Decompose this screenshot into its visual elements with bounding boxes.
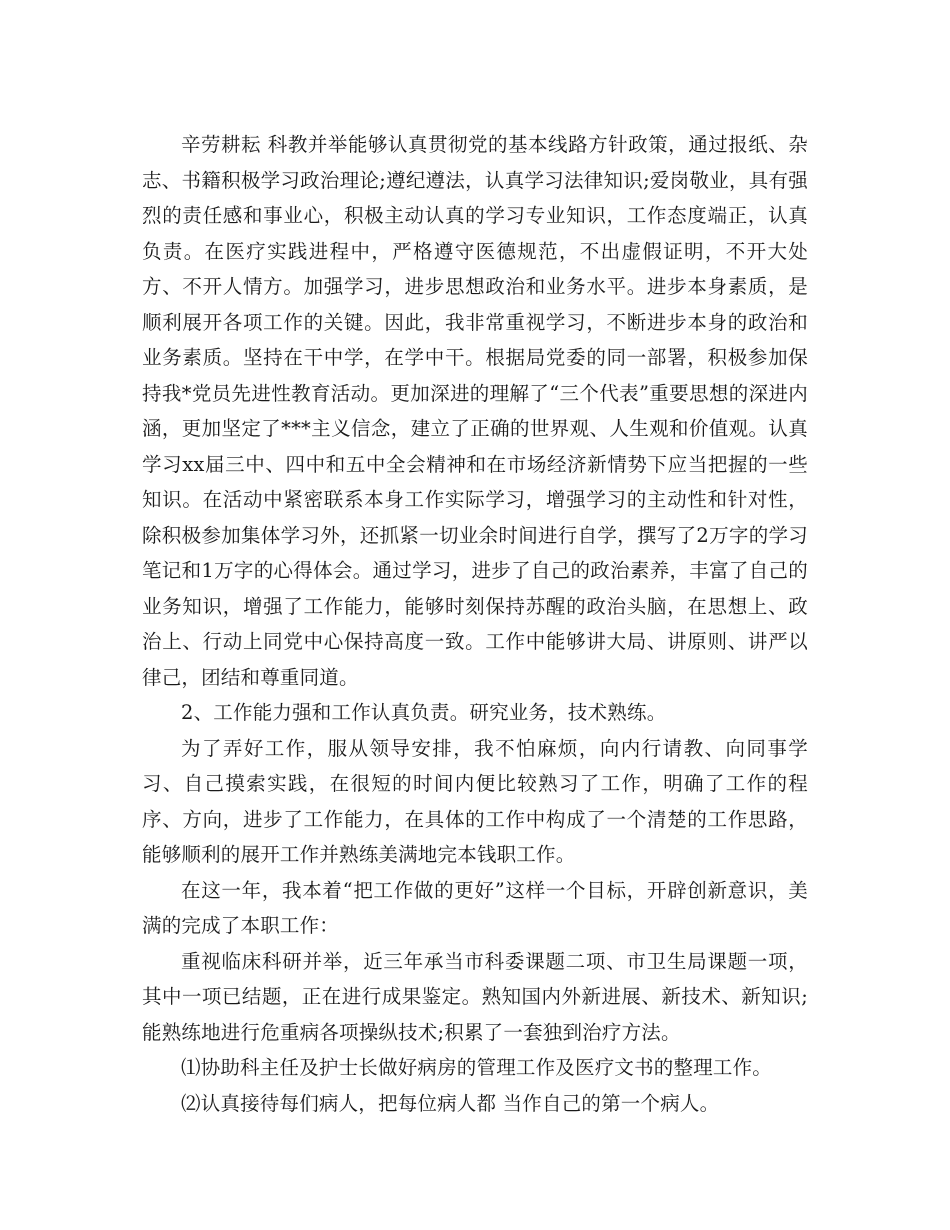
paragraph-2: 2、工作能力强和工作认真负责。研究业务，技术熟练。 bbox=[181, 701, 667, 724]
paragraph-6: ⑴协助科主任及护士长做好病房的管理工作及医疗文书的整理工作。 bbox=[181, 1056, 773, 1079]
paragraph-3: 为了弄好工作，服从领导安排，我不怕麻烦，向内行请教、向同事学习、自己摸索实践，在很短的时间内便比较熟习了工作，明确了工作的程序、方向，进步了工作能力，在具体的工作中构成了一个清楚的工作思路，能够顺利的展开工作并熟练美满地完本钱职工作。 bbox=[142, 736, 808, 866]
document-body bbox=[142, 127, 808, 1121]
paragraph-4: 在这一年，我本着“把工作做的更好”这样一个目标，开辟创新意识，美满的完成了本职工作： bbox=[142, 878, 808, 937]
paragraph-1: 辛劳耕耘 科教并举能够认真贯彻党的基本线路方针政策，通过报纸、杂志、书籍积极学习政治理论;遵纪遵法，认真学习法律知识;爱岗敬业，具有强烈的责任感和事业心，积极主动认真的学习专业知识，工作态度端正，认真负责。在医疗实践进程中，严格遵守医德规范，不出虚假证明，不开大处方、不开人情方。加强学习，进步思想政治和业务水平。进步本身素质，是顺利展开各项工作的关键。因此，我非常重视学习，不断进步本身的政治和业务素质。坚持在干中学，在学中干。根据局党委的同一部署，积极参加保持我*党员先进性教育活动。更加深进的理解了“三个代表”重要思想的深进内涵，更加坚定了***主义信念，建立了正确的世界观、人生观和价值观。认真学习xx届三中、四中和五中全会精神和在市场经济新情势下应当把握的一些知识。在活动中紧密联系本身工作实际学习，增强学习的主动性和针对性，除积极参加集体学习外，还抓紧一切业余时间进行自学，撰写了2万字的学习笔记和1万字的心得体会。通过学习，进步了自己的政治素养，丰富了自己的业务知识，增强了工作能力，能够时刻保持苏醒的政治头脑，在思想上、政治上、行动上同党中心保持高度一致。工作中能够讲大局、讲原则、讲严以律己，团结和尊重同道。 bbox=[142, 133, 808, 689]
paragraph-7: ⑵认真接待每们病人，把每位病人都 当作自己的第一个病人。 bbox=[181, 1091, 720, 1115]
paragraph-5: 重视临床科研并举，近三年承当市科委课题二项、市卫生局课题一项，其中一项已结题，正在进行成果鉴定。熟知国内外新进展、新技术、新知识;能熟练地进行危重病各项操纵技术;积累了一套独到治疗方法。 bbox=[142, 949, 808, 1044]
